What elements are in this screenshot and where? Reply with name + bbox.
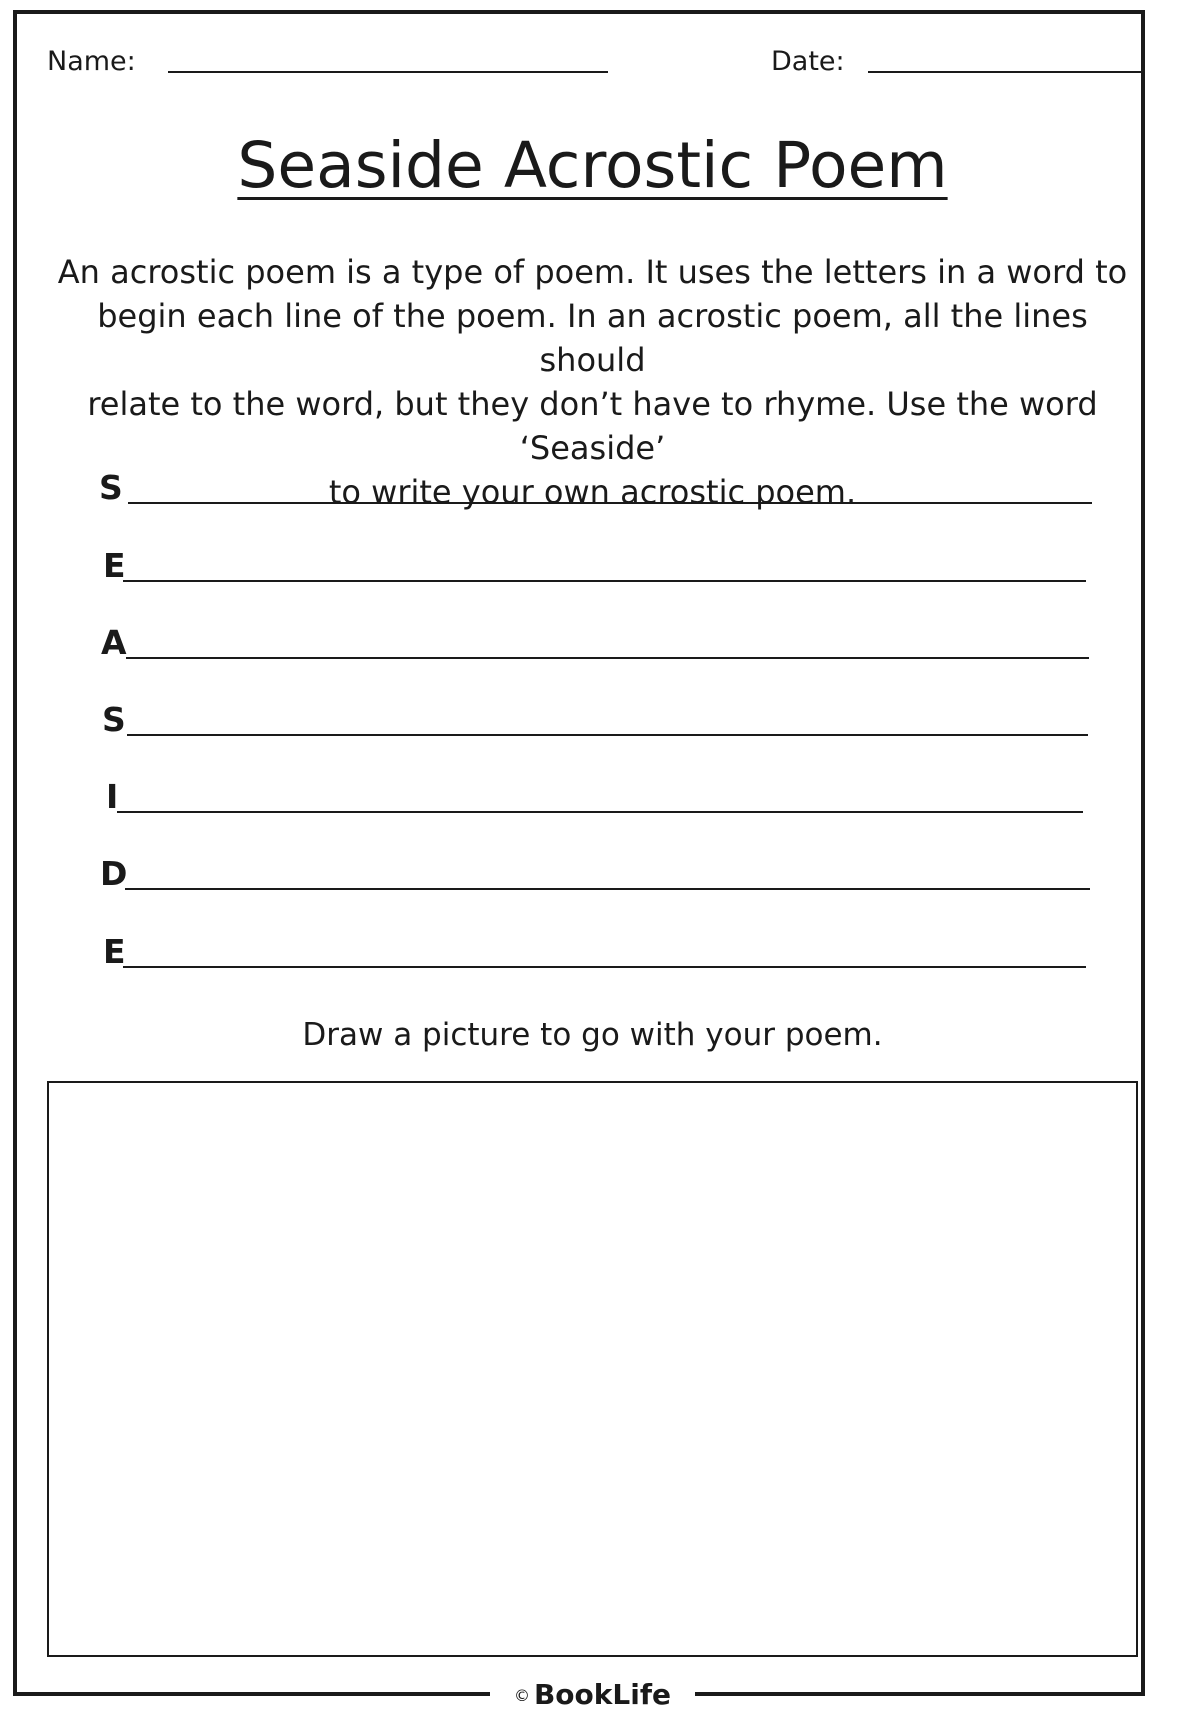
brand-name: BookLife bbox=[533, 1678, 672, 1711]
poem-line-field[interactable] bbox=[117, 811, 1083, 813]
name-field[interactable] bbox=[168, 71, 608, 73]
poem-row-a bbox=[0, 611, 1185, 661]
poem-row-e2 bbox=[0, 920, 1185, 970]
poem-letter: E bbox=[103, 932, 126, 971]
copyright-symbol: © bbox=[513, 1686, 530, 1705]
poem-letter: D bbox=[100, 854, 128, 893]
name-label: Name: bbox=[47, 46, 136, 77]
poem-line-field[interactable] bbox=[123, 580, 1086, 582]
poem-row-s bbox=[0, 456, 1185, 506]
poem-line-field[interactable] bbox=[125, 888, 1090, 890]
drawing-area[interactable] bbox=[47, 1081, 1138, 1657]
date-label: Date: bbox=[771, 46, 845, 77]
page-title: Seaside Acrostic Poem bbox=[237, 129, 948, 202]
poem-row-s2 bbox=[0, 688, 1185, 738]
poem-letter: S bbox=[99, 468, 123, 507]
poem-row-i bbox=[0, 765, 1185, 815]
poem-line-field[interactable] bbox=[126, 657, 1089, 659]
drawing-prompt: Draw a picture to go with your poem. bbox=[302, 1017, 883, 1053]
poem-row-d bbox=[0, 842, 1185, 892]
poem-letter: A bbox=[101, 623, 127, 662]
poem-row-e bbox=[0, 534, 1185, 584]
intro-line: to write your own acrostic poem. bbox=[328, 473, 857, 511]
poem-letter: S bbox=[102, 700, 126, 739]
date-field[interactable] bbox=[868, 71, 1143, 73]
brand-logo bbox=[490, 1678, 695, 1711]
poem-letter: I bbox=[106, 777, 119, 816]
intro-line: begin each line of the poem. In an acrostic poem, all the lines should bbox=[97, 297, 1088, 379]
intro-line: An acrostic poem is a type of poem. It uses the letters in a word to bbox=[57, 253, 1128, 291]
poem-line-field[interactable] bbox=[128, 502, 1092, 504]
poem-line-field[interactable] bbox=[127, 734, 1088, 736]
intro-line: relate to the word, but they don’t have to rhyme. Use the word ‘Seaside’ bbox=[87, 385, 1098, 467]
poem-line-field[interactable] bbox=[123, 966, 1086, 968]
poem-letter: E bbox=[103, 546, 126, 585]
